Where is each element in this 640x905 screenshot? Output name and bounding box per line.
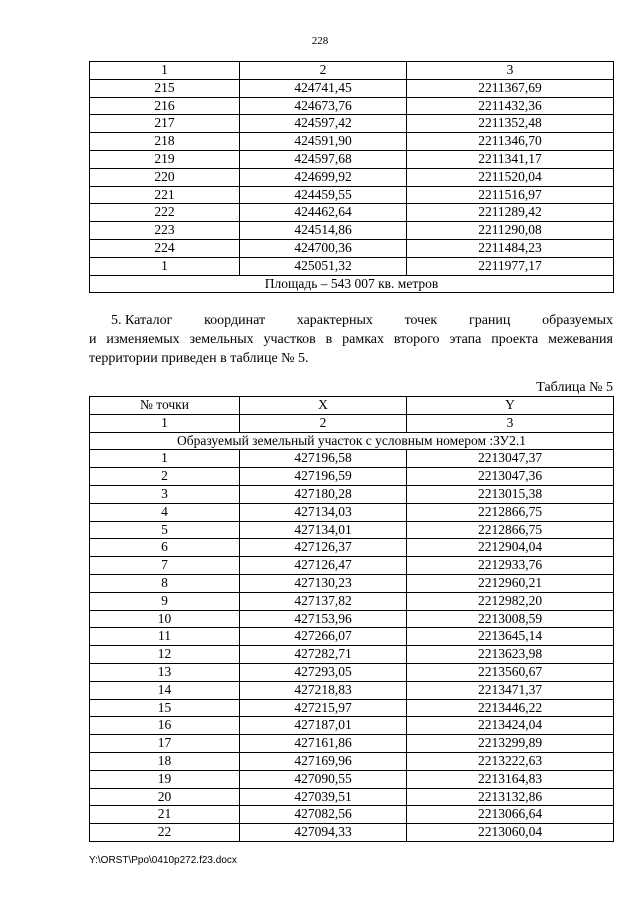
table-row: [90, 592, 614, 610]
table-row: [90, 450, 614, 468]
x-coordinate-cell: 424597,68: [240, 150, 407, 168]
x-coordinate-cell: 427094,33: [240, 824, 407, 842]
point-number-cell: 12: [90, 646, 240, 664]
paragraph-word: межевания: [548, 332, 613, 347]
table-row: [90, 485, 614, 503]
column-number-cell: 3: [407, 62, 614, 80]
point-number-cell: 5: [90, 521, 240, 539]
y-coordinate-cell: 2213066,64: [407, 806, 614, 824]
coordinates-table-5: [89, 396, 614, 842]
y-coordinate-cell: 2211289,42: [407, 204, 614, 222]
column-header: X: [240, 397, 407, 415]
x-coordinate-cell: 424591,90: [240, 133, 407, 151]
point-number-cell: 216: [90, 97, 240, 115]
table-row: [90, 557, 614, 575]
point-number-cell: 10: [90, 610, 240, 628]
table-row: [90, 681, 614, 699]
file-path: Y:\ORST\Ppo\0410p272.f23.docx: [89, 855, 237, 866]
x-coordinate-cell: 427126,37: [240, 539, 407, 557]
paragraph-word: образуемых: [542, 313, 613, 328]
table-row: [90, 752, 614, 770]
y-coordinate-cell: 2211432,36: [407, 97, 614, 115]
y-coordinate-cell: 2211977,17: [407, 257, 614, 275]
table-row: [90, 539, 614, 557]
y-coordinate-cell: 2212933,76: [407, 557, 614, 575]
table-row: [90, 788, 614, 806]
paragraph-word: проекта: [491, 332, 539, 347]
column-header: Y: [407, 397, 614, 415]
point-number-cell: 1: [90, 257, 240, 275]
point-number-cell: 16: [90, 717, 240, 735]
x-coordinate-cell: 427196,58: [240, 450, 407, 468]
table-row: [90, 468, 614, 486]
x-coordinate-cell: 424459,55: [240, 186, 407, 204]
x-coordinate-cell: 427293,05: [240, 663, 407, 681]
y-coordinate-cell: 2213008,59: [407, 610, 614, 628]
x-coordinate-cell: 427134,01: [240, 521, 407, 539]
y-coordinate-cell: 2213060,04: [407, 824, 614, 842]
table-row: [90, 186, 614, 204]
section-row: [90, 432, 614, 450]
point-number-cell: 20: [90, 788, 240, 806]
x-coordinate-cell: 427161,86: [240, 735, 407, 753]
x-coordinate-cell: 427187,01: [240, 717, 407, 735]
y-coordinate-cell: 2213132,86: [407, 788, 614, 806]
y-coordinate-cell: 2211516,97: [407, 186, 614, 204]
column-number-cell: 2: [240, 62, 407, 80]
x-coordinate-cell: 427090,55: [240, 770, 407, 788]
y-coordinate-cell: 2213047,36: [407, 468, 614, 486]
table-row: [90, 97, 614, 115]
paragraph-word: в: [325, 332, 333, 347]
y-coordinate-cell: 2212982,20: [407, 592, 614, 610]
y-coordinate-cell: 2212866,75: [407, 521, 614, 539]
x-coordinate-cell: 424700,36: [240, 239, 407, 257]
table-row: [90, 646, 614, 664]
point-number-cell: 9: [90, 592, 240, 610]
x-coordinate-cell: 427126,47: [240, 557, 407, 575]
table-row: [90, 717, 614, 735]
x-coordinate-cell: 427169,96: [240, 752, 407, 770]
x-coordinate-cell: 427134,03: [240, 503, 407, 521]
y-coordinate-cell: 2213446,22: [407, 699, 614, 717]
y-coordinate-cell: 2211341,17: [407, 150, 614, 168]
x-coordinate-cell: 427130,23: [240, 574, 407, 592]
table-row: [90, 574, 614, 592]
paragraph-word: характерных: [296, 313, 373, 328]
x-coordinate-cell: 424699,92: [240, 168, 407, 186]
y-coordinate-cell: 2213645,14: [407, 628, 614, 646]
y-coordinate-cell: 2211367,69: [407, 79, 614, 97]
point-number-cell: 219: [90, 150, 240, 168]
paragraph-word: 5. Каталог: [111, 313, 173, 328]
point-number-cell: 222: [90, 204, 240, 222]
x-coordinate-cell: 427082,56: [240, 806, 407, 824]
x-coordinate-cell: 425051,32: [240, 257, 407, 275]
column-number-row: [90, 62, 614, 80]
catalog-paragraph: [89, 311, 613, 368]
y-coordinate-cell: 2213164,83: [407, 770, 614, 788]
paragraph-word: рамках: [342, 332, 385, 347]
paragraph-word: второго: [393, 332, 440, 347]
y-coordinate-cell: 2213424,04: [407, 717, 614, 735]
y-coordinate-cell: 2213471,37: [407, 681, 614, 699]
point-number-cell: 17: [90, 735, 240, 753]
table-row: [90, 735, 614, 753]
column-number-cell: 2: [240, 414, 407, 432]
column-number-row: [90, 414, 614, 432]
point-number-cell: 8: [90, 574, 240, 592]
y-coordinate-cell: 2213623,98: [407, 646, 614, 664]
y-coordinate-cell: 2213222,63: [407, 752, 614, 770]
area-cell: Площадь – 543 007 кв. метров: [90, 275, 614, 293]
point-number-cell: 6: [90, 539, 240, 557]
y-coordinate-cell: 2212904,04: [407, 539, 614, 557]
paragraph-word: этапа: [449, 332, 482, 347]
paragraph-line-3: территории приведен в таблице № 5.: [89, 351, 309, 366]
table-row: [90, 699, 614, 717]
x-coordinate-cell: 424741,45: [240, 79, 407, 97]
point-number-cell: 223: [90, 222, 240, 240]
table-row: [90, 806, 614, 824]
x-coordinate-cell: 427180,28: [240, 485, 407, 503]
point-number-cell: 215: [90, 79, 240, 97]
paragraph-word: и: [89, 332, 97, 347]
x-coordinate-cell: 424462,64: [240, 204, 407, 222]
y-coordinate-cell: 2211346,70: [407, 133, 614, 151]
header-row: [90, 397, 614, 415]
x-coordinate-cell: 424673,76: [240, 97, 407, 115]
y-coordinate-cell: 2211484,23: [407, 239, 614, 257]
y-coordinate-cell: 2211352,48: [407, 115, 614, 133]
point-number-cell: 221: [90, 186, 240, 204]
point-number-cell: 21: [90, 806, 240, 824]
coordinates-table-continued: [89, 61, 614, 293]
point-number-cell: 1: [90, 450, 240, 468]
table-row: [90, 222, 614, 240]
y-coordinate-cell: 2213560,67: [407, 663, 614, 681]
x-coordinate-cell: 427215,97: [240, 699, 407, 717]
point-number-cell: 224: [90, 239, 240, 257]
table-row: [90, 663, 614, 681]
x-coordinate-cell: 427137,82: [240, 592, 407, 610]
y-coordinate-cell: 2211520,04: [407, 168, 614, 186]
column-number-cell: 1: [90, 414, 240, 432]
column-header: № точки: [90, 397, 240, 415]
table-row: [90, 521, 614, 539]
paragraph-word: земельных: [189, 332, 254, 347]
table-row: [90, 503, 614, 521]
y-coordinate-cell: 2213299,89: [407, 735, 614, 753]
x-coordinate-cell: 427282,71: [240, 646, 407, 664]
y-coordinate-cell: 2212866,75: [407, 503, 614, 521]
point-number-cell: 4: [90, 503, 240, 521]
point-number-cell: 18: [90, 752, 240, 770]
point-number-cell: 11: [90, 628, 240, 646]
table-row: [90, 610, 614, 628]
x-coordinate-cell: 427266,07: [240, 628, 407, 646]
table-row: [90, 115, 614, 133]
point-number-cell: 22: [90, 824, 240, 842]
point-number-cell: 13: [90, 663, 240, 681]
table-row: [90, 133, 614, 151]
point-number-cell: 3: [90, 485, 240, 503]
paragraph-word: изменяемых: [106, 332, 180, 347]
point-number-cell: 2: [90, 468, 240, 486]
paragraph-word: координат: [204, 313, 266, 328]
table-row: [90, 824, 614, 842]
point-number-cell: 15: [90, 699, 240, 717]
point-number-cell: 7: [90, 557, 240, 575]
point-number-cell: 19: [90, 770, 240, 788]
table-row: [90, 770, 614, 788]
paragraph-line-2: [89, 330, 613, 349]
table-row: [90, 150, 614, 168]
page-number: 228: [311, 35, 329, 47]
x-coordinate-cell: 427039,51: [240, 788, 407, 806]
y-coordinate-cell: 2211290,08: [407, 222, 614, 240]
paragraph-line-1: [89, 311, 613, 330]
x-coordinate-cell: 427218,83: [240, 681, 407, 699]
table-row: [90, 204, 614, 222]
point-number-cell: 217: [90, 115, 240, 133]
table-row: [90, 628, 614, 646]
paragraph-word: точек: [404, 313, 438, 328]
x-coordinate-cell: 424514,86: [240, 222, 407, 240]
table-row: [90, 239, 614, 257]
table-row: [90, 168, 614, 186]
table-row: [90, 79, 614, 97]
x-coordinate-cell: 427153,96: [240, 610, 407, 628]
point-number-cell: 220: [90, 168, 240, 186]
table-caption: Таблица № 5: [536, 380, 613, 395]
paragraph-word: участков: [263, 332, 316, 347]
area-row: [90, 275, 614, 293]
section-title-cell: Образуемый земельный участок с условным номером :ЗУ2.1: [90, 432, 614, 450]
paragraph-word: границ: [468, 313, 511, 328]
x-coordinate-cell: 424597,42: [240, 115, 407, 133]
table-row: [90, 257, 614, 275]
point-number-cell: 14: [90, 681, 240, 699]
point-number-cell: 218: [90, 133, 240, 151]
y-coordinate-cell: 2212960,21: [407, 574, 614, 592]
x-coordinate-cell: 427196,59: [240, 468, 407, 486]
y-coordinate-cell: 2213015,38: [407, 485, 614, 503]
column-number-cell: 1: [90, 62, 240, 80]
y-coordinate-cell: 2213047,37: [407, 450, 614, 468]
column-number-cell: 3: [407, 414, 614, 432]
